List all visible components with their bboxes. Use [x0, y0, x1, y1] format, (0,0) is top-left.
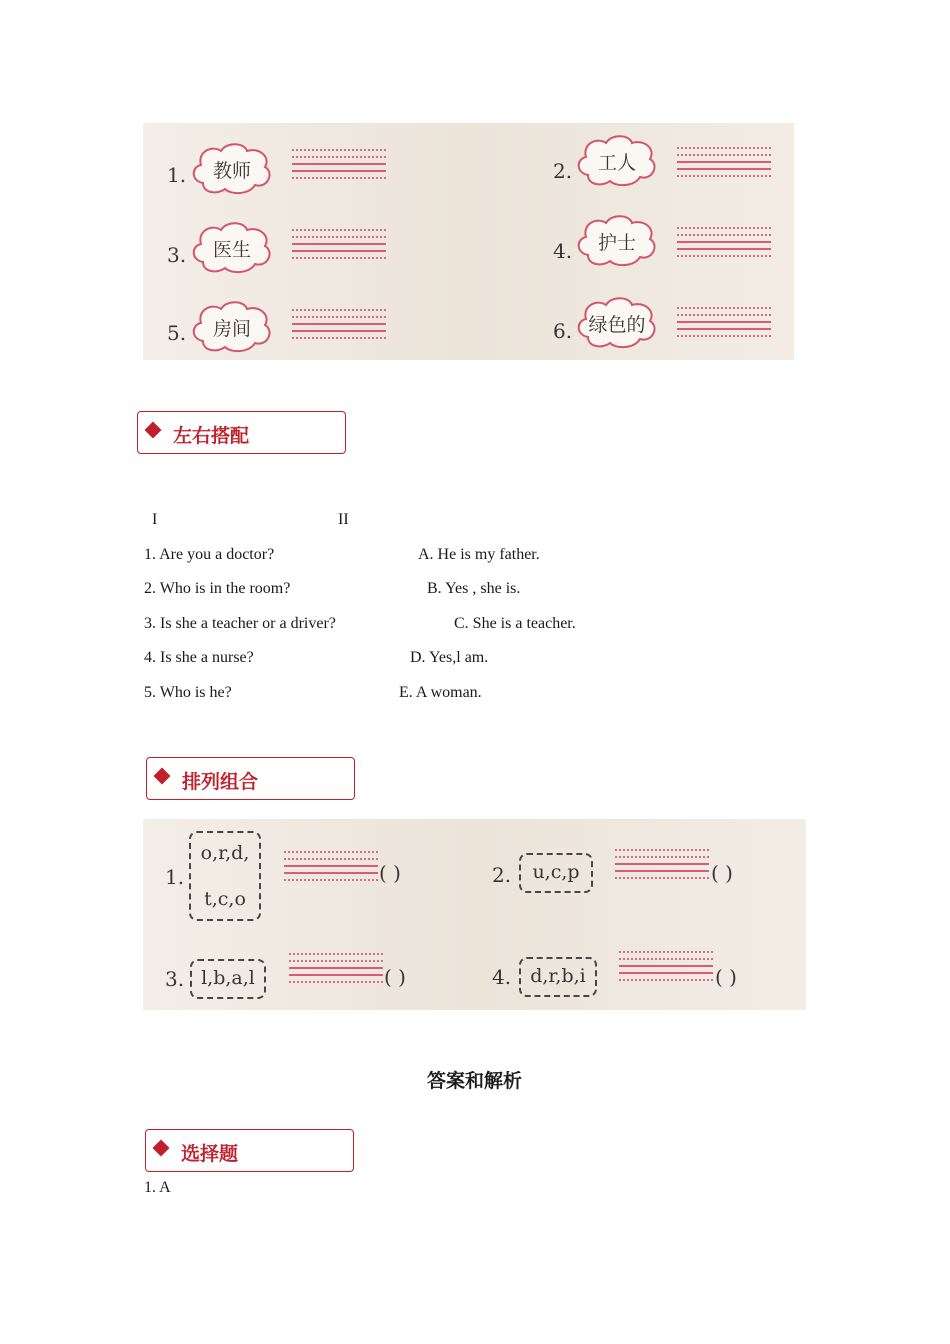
- vocab-word: 房间: [212, 318, 251, 340]
- matching-answer: B. Yes , she is.: [427, 580, 521, 597]
- arrange-number: 3.: [165, 967, 185, 991]
- cloud-bubble: [574, 293, 660, 351]
- diamond-icon: [145, 422, 162, 439]
- answer-parentheses: ( ): [379, 861, 401, 885]
- matching-question: 4. Is she a nurse?: [144, 649, 254, 666]
- answer-lines: [284, 851, 378, 886]
- answer-lines: [289, 953, 383, 988]
- letters-line: t,c,o: [204, 888, 246, 910]
- matching-answer: C. She is a teacher.: [454, 615, 576, 632]
- answer-parentheses: ( ): [715, 965, 737, 989]
- section-header-arrange: [146, 757, 355, 800]
- vocab-number: 3.: [167, 243, 187, 267]
- cloud-bubble: [574, 131, 660, 189]
- vocab-word: 教师: [212, 160, 251, 182]
- answers-title: 答案和解析: [427, 1070, 523, 1092]
- arrange-number: 2.: [492, 863, 512, 887]
- letters-line: u,c,p: [532, 861, 580, 883]
- letters-line: d,r,b,i: [530, 965, 586, 987]
- vocab-word: 绿色的: [588, 314, 646, 336]
- letter-box: [519, 853, 593, 893]
- matching-question: 1. Are you a doctor?: [144, 546, 275, 563]
- cloud-bubble: [189, 139, 275, 197]
- arrange-exercise-image: [143, 819, 806, 1010]
- matching-question: 3. Is she a teacher or a driver?: [144, 615, 336, 632]
- vocab-number: 2.: [553, 159, 573, 183]
- cloud-bubble: [574, 211, 660, 269]
- vocab-number: 6.: [553, 319, 573, 343]
- answer-line: 1. A: [144, 1179, 171, 1196]
- answer-lines: [619, 951, 713, 986]
- letter-box: [190, 959, 266, 999]
- matching-answer: D. Yes,l am.: [410, 649, 489, 666]
- answer-lines: [677, 227, 771, 262]
- column-header-i: I: [152, 511, 158, 528]
- column-header-ii: II: [338, 511, 349, 528]
- section-header-label: 左右搭配: [173, 425, 250, 447]
- arrange-number: 4.: [492, 965, 512, 989]
- matching-question: 5. Who is he?: [144, 684, 232, 701]
- answer-lines: [292, 149, 386, 184]
- vocab-number: 5.: [167, 321, 187, 345]
- matching-question: 2. Who is in the room?: [144, 580, 291, 597]
- diamond-icon: [153, 1140, 170, 1157]
- matching-answer: E. A woman.: [399, 684, 482, 701]
- letter-box: [519, 957, 597, 997]
- arrange-number: 1.: [165, 865, 185, 889]
- vocab-word: 工人: [597, 152, 636, 174]
- vocab-exercise-image: [143, 123, 794, 360]
- answer-lines: [677, 147, 771, 182]
- answer-lines: [615, 849, 709, 884]
- letters-line: l,b,a,l: [201, 967, 255, 989]
- cloud-bubble: [189, 218, 275, 276]
- matching-answer: A. He is my father.: [418, 546, 540, 563]
- section-header-label: 选择题: [181, 1143, 239, 1165]
- vocab-number: 4.: [553, 239, 573, 263]
- section-header-choice: [145, 1129, 354, 1172]
- letter-box: [189, 831, 261, 921]
- answer-lines: [677, 307, 771, 342]
- answer-lines: [292, 309, 386, 344]
- answer-parentheses: ( ): [384, 965, 406, 989]
- letters-line: o,r,d,: [200, 842, 250, 864]
- section-header-matching: [137, 411, 346, 454]
- vocab-word: 护士: [597, 232, 636, 254]
- cloud-bubble: [189, 297, 275, 355]
- answer-parentheses: ( ): [711, 861, 733, 885]
- vocab-word: 医生: [212, 239, 251, 261]
- diamond-icon: [154, 768, 171, 785]
- vocab-number: 1.: [167, 163, 187, 187]
- answer-lines: [292, 229, 386, 264]
- section-header-label: 排列组合: [182, 771, 259, 793]
